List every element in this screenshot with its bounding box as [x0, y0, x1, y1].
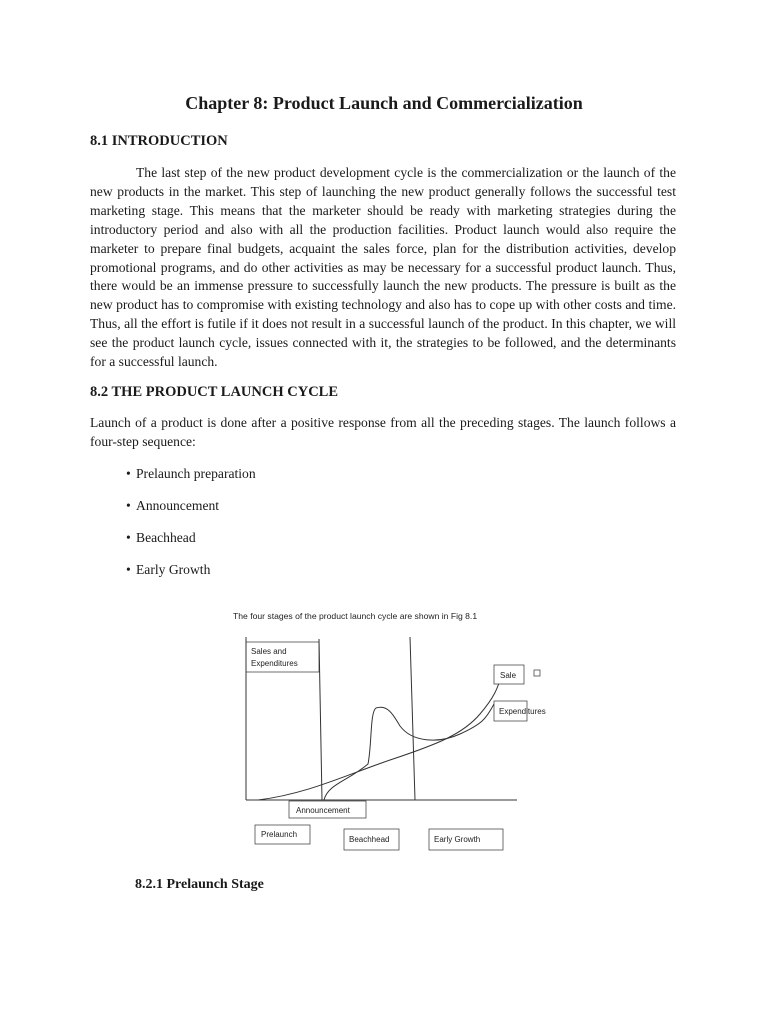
stage-label-beachhead: Beachhead [349, 835, 390, 844]
bullet-marker: • [126, 466, 131, 481]
bullet-marker: • [126, 498, 131, 513]
list-item-text: Prelaunch preparation [136, 466, 256, 481]
launch-cycle-diagram [228, 604, 546, 854]
list-item-text: Early Growth [136, 562, 211, 577]
introduction-paragraph: The last step of the new product development cycle is the commercialization or the launch of the new products in the market. This step of launching the new product generally follows the successful test marketing stage. This means that the marketer should be ready with marketing strategies during the introductory period and also with all the production facilities. Product launch would also require the marketer to prepare final budgets, acquaint the sales force, plan for the distribution activities, develop promotional programs, and do other activities as may be necessary for a successful product launch. Thus, there would be an immense pressure to successfully launch the new products. The pressure is built as the new product has to compromise with existing technology and also has to cope up with other costs and time. Thus, all the effort is futile if it does not result in a successful launch of the product. In this chapter, we will see the product launch cycle, issues connected with it, the strategies to be followed, and the determinants for a successful launch. [90, 165, 676, 370]
legend-expenditures-label: Expenditures [499, 707, 546, 716]
sales-curve [258, 668, 504, 800]
launch-cycle-paragraph: Launch of a product is done after a positive response from all the preceding stages. The launch follows a four-step sequence: [90, 415, 676, 449]
launch-steps-list [126, 465, 256, 593]
list-item-text: Announcement [136, 498, 220, 513]
launch-cycle-figure [228, 604, 546, 854]
figure-caption: The four stages of the product launch cycle are shown in Fig 8.1 [233, 611, 478, 621]
list-item [126, 465, 256, 497]
y-axis-label-line2: Expenditures [251, 659, 298, 668]
bullet-marker: • [126, 530, 131, 545]
phase-divider-prelaunch [319, 639, 322, 800]
list-item [126, 497, 256, 529]
y-axis-label-line1: Sales and [251, 647, 287, 656]
phase-divider-beachhead [410, 637, 415, 800]
section-heading-introduction: 8.1 INTRODUCTION [90, 133, 228, 149]
subsection-heading-prelaunch: 8.2.1 Prelaunch Stage [135, 877, 264, 892]
bullet-marker: • [126, 562, 131, 577]
stage-label-prelaunch: Prelaunch [261, 830, 298, 839]
list-item [126, 561, 256, 593]
section-heading-launch-cycle: 8.2 THE PRODUCT LAUNCH CYCLE [90, 384, 339, 400]
expenditures-curve [324, 704, 494, 800]
stage-label-announcement: Announcement [296, 806, 350, 815]
list-item-text: Beachhead [136, 530, 196, 545]
legend-small-square [534, 670, 540, 676]
chapter-title: Chapter 8: Product Launch and Commercialization [185, 93, 583, 113]
stage-label-early-growth: Early Growth [434, 835, 481, 844]
legend-sale-label: Sale [500, 671, 517, 680]
list-item [126, 529, 256, 561]
